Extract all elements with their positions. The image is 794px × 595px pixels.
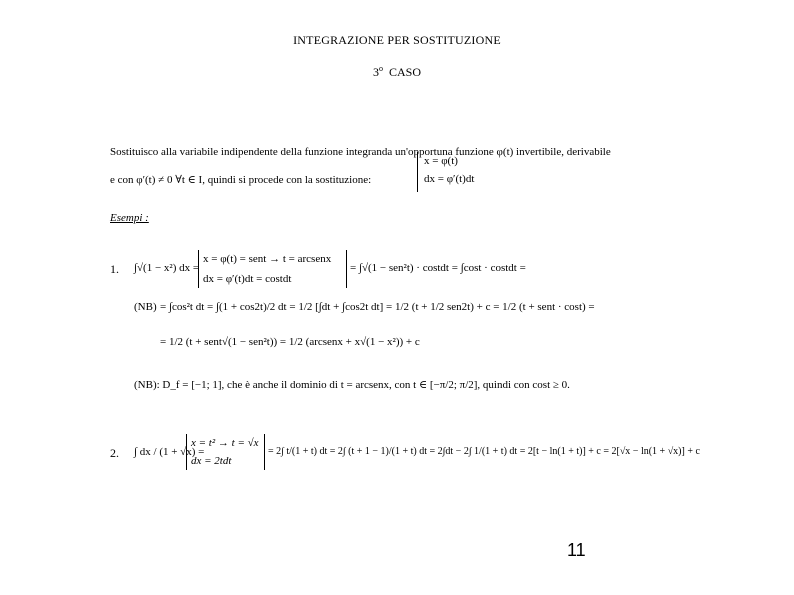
example-1-bar-right — [346, 250, 347, 288]
example-1-nb-note: (NB): D_f = [−1; 1], che è anche il dominio di t = arcsenx, con t ∈ [−π/2; π/2], quindi con cost ≥ 0. — [134, 379, 570, 391]
intro-line-2: e con φ′(t) ≠ 0 ∀t ∈ I, quindi si procede con la sostituzione: — [110, 174, 372, 186]
example-1-subst-line-2: dx = φ′(t)dt = costdt — [203, 273, 292, 285]
example-1-result: = ∫√(1 − sen²t) · costdt = ∫cost · costdt = — [350, 262, 526, 274]
case-number: 3 — [372, 65, 379, 79]
example-1-bar-left — [198, 250, 199, 288]
page-subtitle — [0, 64, 794, 80]
example-1-nb-label: (NB) — [134, 301, 157, 313]
example-2-bar-left — [186, 434, 187, 470]
example-1-number: 1. — [110, 262, 119, 276]
example-2-subst-line-1: x = t² → t = √x — [191, 437, 259, 449]
example-2-subst-line-2: dx = 2tdt — [191, 455, 232, 467]
example-2-result: = 2∫ t/(1 + t) dt = 2∫ (t + 1 − 1)/(1 + t) dt = 2∫dt − 2∫ 1/(1 + t) dt = 2[t − ln(1 + t)] + c = 2[√x − ln(1 + √x)] + c — [268, 446, 700, 457]
case-superscript: o — [378, 64, 383, 73]
example-1-line-2: = ∫cos²t dt = ∫(1 + cos2t)/2 dt = 1/2 [∫dt + ∫cos2t dt] = 1/2 (t + 1/2 sen2t) + c = 1/2 (t + sent · cost) = — [160, 301, 595, 313]
intro-paragraph — [110, 138, 611, 194]
example-2-bar-right — [264, 434, 265, 470]
example-2-integral: ∫ dx / (1 + √x) = — [134, 446, 205, 458]
intro-line-1: Sostituisco alla variabile indipendente della funzione integranda un'opportuna funzione φ(t) invertibile, derivabile — [110, 146, 611, 158]
substitution-system — [417, 152, 482, 192]
example-1-line-3: = 1/2 (t + sent√(1 − sen²t)) = 1/2 (arcsenx + x√(1 − x²)) + c — [160, 336, 420, 348]
examples-label: Esempi : — [110, 212, 149, 224]
case-word: CASO — [388, 65, 421, 79]
system-line-1: x = φ(t) — [424, 155, 458, 167]
page-number: 11 — [567, 540, 586, 560]
page-title: INTEGRAZIONE PER SOSTITUZIONE — [293, 33, 501, 47]
example-1-integral: ∫√(1 − x²) dx = — [134, 262, 200, 274]
system-line-2: dx = φ′(t)dt — [424, 173, 475, 185]
example-1-subst-line-1: x = φ(t) = sent → t = arcsenx — [203, 253, 332, 265]
example-2-number: 2. — [110, 446, 119, 460]
